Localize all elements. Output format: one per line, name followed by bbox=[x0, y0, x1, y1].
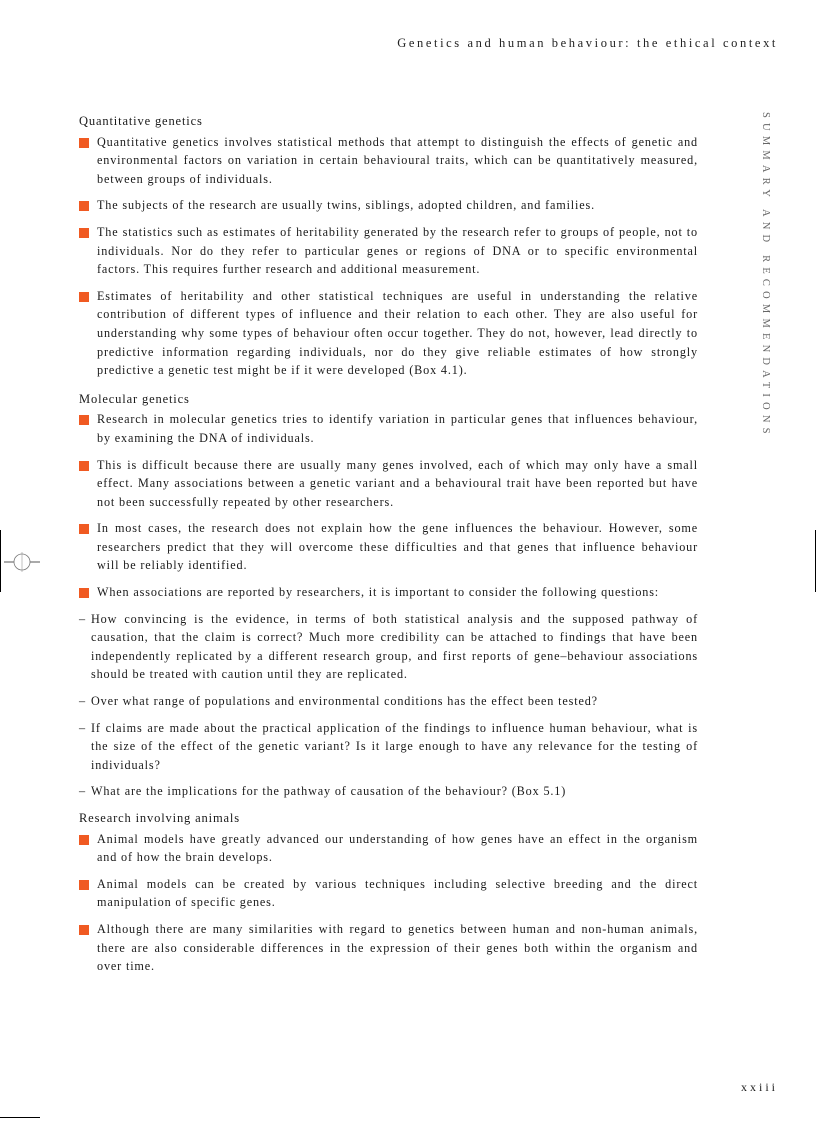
page-number: xxiii bbox=[740, 1080, 778, 1094]
question-item: – How convincing is the evidence, in terms of both statistical analysis and the supposed pathway of causation, that the claim is correct? Much more credibility can be attached to findings that have been independently replicated by a different research group, and first reports of gene–behaviour associations should be treated with caution until they are replicated. bbox=[79, 611, 698, 682]
bullet-item: This is difficult because there are usually many genes involved, each of which may only have a small effect. Many associations between a genetic variant and a behavioural trait have been reported but have not been successfully repeated by other researchers. bbox=[79, 456, 698, 512]
square-bullet-icon bbox=[79, 588, 89, 598]
question-item: – Over what range of populations and environmental conditions has the effect been tested? bbox=[79, 692, 698, 711]
square-bullet-icon bbox=[79, 925, 89, 935]
square-bullet-icon bbox=[79, 138, 89, 148]
bullet-item: Although there are many similarities with regard to genetics between human and non-human animals, there are also considerable differences in the expression of their genes both within the organism and over time. bbox=[79, 920, 698, 976]
question-item: – What are the implications for the pathway of causation of the behaviour? (Box 5.1) bbox=[79, 782, 698, 801]
bullet-item: The statistics such as estimates of heritability generated by the research refer to groups of people, not to individuals. Nor do they refer to particular genes or regions of DNA or to specific environmental factors. This requires further research and additional measurement. bbox=[79, 223, 698, 279]
square-bullet-icon bbox=[79, 880, 89, 890]
registration-mark-icon bbox=[0, 549, 42, 575]
running-header: Genetics and human behaviour: the ethical context bbox=[397, 36, 778, 50]
square-bullet-icon bbox=[79, 415, 89, 425]
bullet-item: When associations are reported by researchers, it is important to consider the following questions: bbox=[79, 583, 698, 602]
section-quantitative-genetics bbox=[79, 112, 698, 380]
crop-mark-line bbox=[0, 1117, 40, 1118]
bullet-item: Quantitative genetics involves statistical methods that attempt to distinguish the effects of genetic and environmental factors on variation in certain behavioural traits, which can be quantitatively measured, between groups of individuals. bbox=[79, 133, 698, 189]
section-heading: Molecular genetics bbox=[79, 391, 190, 406]
bullet-item: Animal models can be created by various techniques including selective breeding and the direct manipulation of specific genes. bbox=[79, 875, 698, 912]
square-bullet-icon bbox=[79, 835, 89, 845]
bullet-item: The subjects of the research are usually twins, siblings, adopted children, and families. bbox=[79, 196, 698, 215]
side-tab-label: SUMMARY AND RECOMMENDATIONS bbox=[760, 112, 771, 439]
dash-marker: – bbox=[79, 784, 86, 799]
bullet-item: Research in molecular genetics tries to identify variation in particular genes that influences behaviour, by examining the DNA of individuals. bbox=[79, 410, 698, 447]
square-bullet-icon bbox=[79, 228, 89, 238]
square-bullet-icon bbox=[79, 461, 89, 471]
bullet-item: Animal models have greatly advanced our understanding of how genes have an effect in the organism and of how the brain develops. bbox=[79, 830, 698, 867]
section-heading: Quantitative genetics bbox=[79, 114, 203, 128]
square-bullet-icon bbox=[79, 524, 89, 534]
section-molecular-genetics bbox=[79, 390, 698, 801]
content-body bbox=[79, 112, 698, 984]
bullet-list bbox=[79, 830, 698, 976]
dash-marker: – bbox=[79, 720, 86, 735]
bullet-list bbox=[79, 133, 698, 380]
dash-marker: – bbox=[79, 694, 86, 709]
bullet-item: Estimates of heritability and other statistical techniques are useful in understanding the relative contribution of different types of influence and their relation to each other. They are also useful for understanding why some types of behaviour often occur together. They do not, however, lead directly to predictive information regarding individuals, nor do they give reliable estimates of how strongly predictive a genetic test might be if it were developed (Box 4.1). bbox=[79, 287, 698, 380]
bullet-item: In most cases, the research does not explain how the gene influences the behaviour. However, some researchers predict that they will overcome these difficulties and that genes that influence behaviour will be reliably identified. bbox=[79, 519, 698, 575]
section-heading: Research involving animals bbox=[79, 811, 240, 825]
dash-marker: – bbox=[79, 611, 86, 626]
question-list bbox=[79, 610, 698, 801]
section-research-involving-animals bbox=[79, 809, 698, 976]
square-bullet-icon bbox=[79, 201, 89, 211]
question-item: – If claims are made about the practical application of the findings to influence human behaviour, what is the size of the effect of the genetic variant? Is it large enough to have any relevance for the testing of individuals? bbox=[79, 720, 698, 772]
bullet-list bbox=[79, 410, 698, 601]
square-bullet-icon bbox=[79, 292, 89, 302]
